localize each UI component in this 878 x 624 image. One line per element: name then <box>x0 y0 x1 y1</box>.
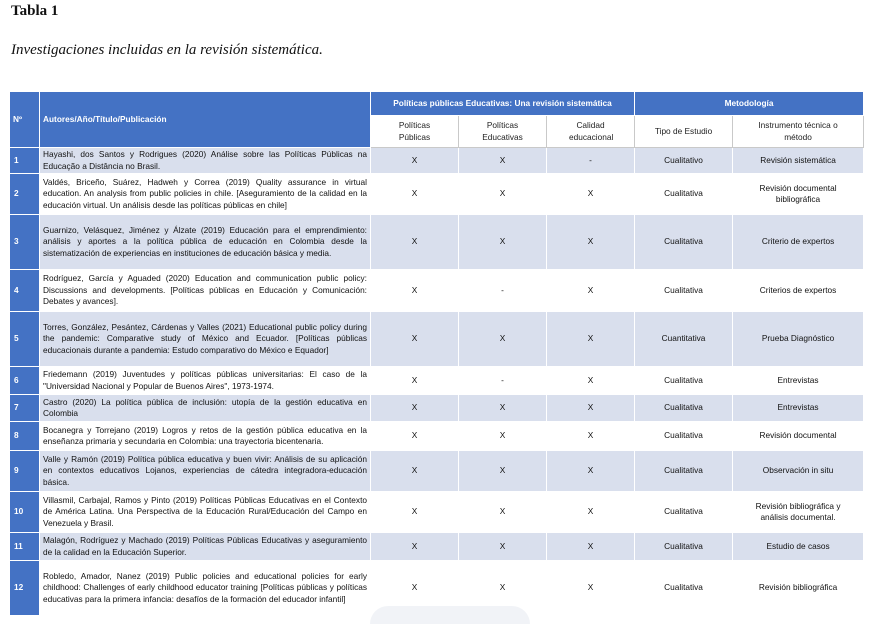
row-authors: Villasmil, Carbajal, Ramos y Pinto (2019) Políticas Públicas Educativas en el Contexto de América Latina. Una Perspectiva de la Educación Rural/Educación del Campo en Venezuela y Brasil. <box>40 492 371 533</box>
row-tipo-estudio: Cualitativa <box>635 533 733 561</box>
table-row <box>10 148 864 174</box>
table-row <box>10 270 864 312</box>
row-authors: Valdés, Briceño, Suárez, Hadweh y Correa (2019) Quality assurance in virtual education. An analysis from public policies in chile. [Aseguramiento de la calidad en la educación virtual. Un análisis desde las políticas públicas en chile] <box>40 174 371 215</box>
row-instrumento: Estudio de casos <box>733 533 864 561</box>
table-row <box>10 312 864 367</box>
row-calidad: X <box>547 215 635 270</box>
header-authors: Autores/Año/Título/Publicación <box>40 92 371 148</box>
row-authors: Hayashi, dos Santos y Rodrigues (2020) Análise sobre las Políticas Públicas na Educação a Distância no Brasil. <box>40 148 371 174</box>
row-number: 7 <box>10 395 40 422</box>
row-instrumento: Revisión documental <box>733 422 864 451</box>
row-instrumento: Revisión sistemática <box>733 148 864 174</box>
row-politicas-educativas: X <box>459 561 547 616</box>
row-number: 6 <box>10 367 40 395</box>
row-instrumento: Prueba Diagnóstico <box>733 312 864 367</box>
row-authors: Guarnizo, Velásquez, Jiménez y Álzate (2019) Educación para el emprendimiento: análisis y aportes a la política pública de educación en Colombia desde la sistematización de experiencias en instituciones de educación básica y media. <box>40 215 371 270</box>
table-row <box>10 215 864 270</box>
row-politicas-publicas: X <box>371 270 459 312</box>
subheader-tipo-estudio: Tipo de Estudio <box>635 116 733 148</box>
row-politicas-educativas: X <box>459 492 547 533</box>
row-tipo-estudio: Cualitativa <box>635 270 733 312</box>
row-authors: Valle y Ramón (2019) Política pública educativa y buen vivir: Análisis de su aplicación en contextos educativos Lojanos, experiencias de cátedra integradora-educación básica. <box>40 451 371 492</box>
row-politicas-publicas: X <box>371 492 459 533</box>
row-politicas-publicas: X <box>371 451 459 492</box>
table-row <box>10 367 864 395</box>
row-politicas-publicas: X <box>371 533 459 561</box>
table-number: Tabla 1 <box>11 3 59 19</box>
row-calidad: X <box>547 451 635 492</box>
watermark-shadow <box>370 606 530 624</box>
row-calidad: X <box>547 312 635 367</box>
table-row <box>10 451 864 492</box>
row-politicas-educativas: X <box>459 215 547 270</box>
table-row <box>10 422 864 451</box>
row-instrumento: Entrevistas <box>733 395 864 422</box>
row-calidad: X <box>547 561 635 616</box>
row-number: 1 <box>10 148 40 174</box>
row-politicas-educativas: X <box>459 451 547 492</box>
row-instrumento: Entrevistas <box>733 367 864 395</box>
row-politicas-publicas: X <box>371 312 459 367</box>
table-row <box>10 533 864 561</box>
row-instrumento: Criterios de expertos <box>733 270 864 312</box>
row-authors: Castro (2020) La política pública de inclusión: utopía de la gestión educativa en Colombia <box>40 395 371 422</box>
table-title: Investigaciones incluidas en la revisión sistemática. <box>11 42 323 58</box>
header-group-policies: Políticas públicas Educativas: Una revisión sistemática <box>371 92 635 116</box>
row-calidad: X <box>547 270 635 312</box>
row-politicas-educativas: X <box>459 422 547 451</box>
row-number: 12 <box>10 561 40 616</box>
row-calidad: X <box>547 174 635 215</box>
row-authors: Bocanegra y Torrejano (2019) Logros y retos de la gestión pública educativa en la enseñanza primaria y secundaria en Colombia: una trayectoria bicentenaria. <box>40 422 371 451</box>
row-tipo-estudio: Cualitativa <box>635 451 733 492</box>
row-tipo-estudio: Cualitativo <box>635 148 733 174</box>
row-tipo-estudio: Cualitativa <box>635 395 733 422</box>
row-authors: Robledo, Amador, Nanez (2019) Public policies and educational policies for early childhood: Challenges of early childhood educator training [Políticas públicas y políticas educativas para la primera infancia: desafíos de la formación del educador infantil] <box>40 561 371 616</box>
row-politicas-educativas: X <box>459 312 547 367</box>
subheader-politicas-educativas: Políticas Educativas <box>459 116 547 148</box>
row-calidad: - <box>547 148 635 174</box>
row-politicas-publicas: X <box>371 422 459 451</box>
row-number: 4 <box>10 270 40 312</box>
row-tipo-estudio: Cuantitativa <box>635 312 733 367</box>
row-calidad: X <box>547 533 635 561</box>
row-tipo-estudio: Cualitativa <box>635 492 733 533</box>
row-politicas-publicas: X <box>371 174 459 215</box>
row-instrumento: Criterio de expertos <box>733 215 864 270</box>
row-politicas-publicas: X <box>371 215 459 270</box>
row-politicas-educativas: X <box>459 174 547 215</box>
row-tipo-estudio: Cualitativa <box>635 367 733 395</box>
row-tipo-estudio: Cualitativa <box>635 422 733 451</box>
row-instrumento: Revisión bibliográfica <box>733 561 864 616</box>
row-politicas-educativas: X <box>459 533 547 561</box>
row-politicas-publicas: X <box>371 367 459 395</box>
row-calidad: X <box>547 367 635 395</box>
subheader-politicas-publicas: Políticas Públicas <box>371 116 459 148</box>
row-instrumento: Observación in situ <box>733 451 864 492</box>
header-num: Nº <box>10 92 40 148</box>
table-row <box>10 492 864 533</box>
row-number: 2 <box>10 174 40 215</box>
row-calidad: X <box>547 395 635 422</box>
row-instrumento: Revisión bibliográfica y análisis documental. <box>733 492 864 533</box>
row-number: 3 <box>10 215 40 270</box>
row-number: 9 <box>10 451 40 492</box>
subheader-instrumento: Instrumento técnica o método <box>733 116 864 148</box>
header-group-method: Metodología <box>635 92 864 116</box>
subheader-calidad: Calidad educacional <box>547 116 635 148</box>
row-authors: Rodríguez, García y Aguaded (2020) Education and communication public policy: Discussions and developments. [Políticas públicas en Educación y Comunicación: Debates y avances]. <box>40 270 371 312</box>
row-authors: Friedemann (2019) Juventudes y políticas públicas universitarias: El caso de la "Universidad Nacional y Popular de Buenos Aires", 1973-1974. <box>40 367 371 395</box>
studies-table <box>9 91 864 616</box>
row-politicas-publicas: X <box>371 148 459 174</box>
row-politicas-publicas: X <box>371 561 459 616</box>
table-row <box>10 395 864 422</box>
row-politicas-educativas: - <box>459 270 547 312</box>
row-number: 5 <box>10 312 40 367</box>
row-calidad: X <box>547 422 635 451</box>
table-row <box>10 174 864 215</box>
row-politicas-educativas: X <box>459 395 547 422</box>
row-tipo-estudio: Cualitativa <box>635 561 733 616</box>
row-instrumento: Revisión documental bibliográfica <box>733 174 864 215</box>
row-authors: Torres, González, Pesántez, Cárdenas y Valles (2021) Educational public policy during the pandemic: Comparative study of México and Ecuador. [Políticas públicas educacionais durante a pandemia: Estudo comparativo do México e Equador] <box>40 312 371 367</box>
row-calidad: X <box>547 492 635 533</box>
row-authors: Malagón, Rodríguez y Machado (2019) Políticas Públicas Educativas y aseguramiento de la calidad en la Educación Superior. <box>40 533 371 561</box>
row-tipo-estudio: Cualitativa <box>635 215 733 270</box>
row-politicas-publicas: X <box>371 395 459 422</box>
row-number: 10 <box>10 492 40 533</box>
row-number: 11 <box>10 533 40 561</box>
row-politicas-educativas: - <box>459 367 547 395</box>
row-politicas-educativas: X <box>459 148 547 174</box>
row-number: 8 <box>10 422 40 451</box>
row-tipo-estudio: Cualitativa <box>635 174 733 215</box>
